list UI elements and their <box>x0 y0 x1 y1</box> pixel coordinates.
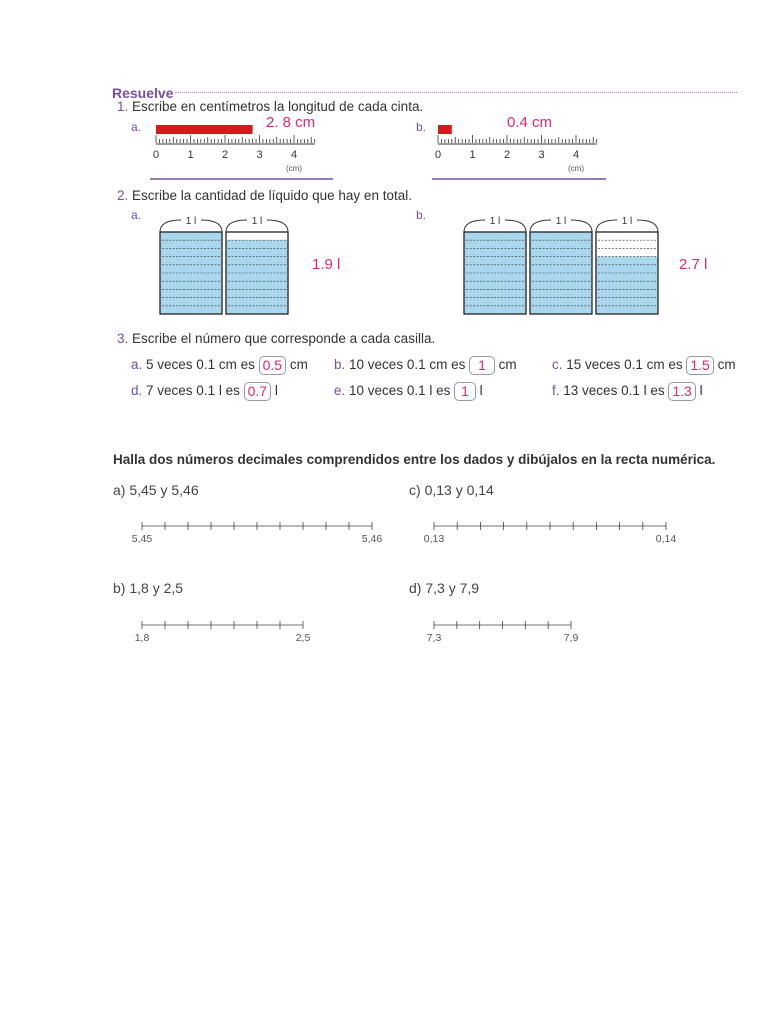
q3-item-text: 10 veces 0.1 l es <box>349 383 451 399</box>
numline-text: 7,3 y 7,9 <box>425 580 480 596</box>
q1-text: Escribe en centímetros la longitud de cada cinta. <box>132 99 424 114</box>
container-cap <box>201 220 222 232</box>
q2b-answer: 2.7 l <box>679 256 708 273</box>
ruler-tick-label: 3 <box>256 149 263 161</box>
q2a-containers <box>158 208 298 308</box>
q3-item-text: 13 veces 0.1 l es <box>563 383 665 399</box>
ruler-tick-label: 4 <box>572 149 580 161</box>
container-cap <box>505 220 526 232</box>
header-title-partial: Resuelve <box>112 85 174 101</box>
q3-item-text: 10 veces 0.1 cm es <box>349 357 466 373</box>
q3-item-letter: c. <box>552 357 563 373</box>
container-cap <box>571 220 592 232</box>
numline-b-label <box>113 580 183 596</box>
container-label: 1 l <box>489 216 501 227</box>
q3-answer-box[interactable]: 1.5 <box>686 356 713 375</box>
q1b-answer: 0.4 cm <box>507 114 553 131</box>
q3-item-unit: l <box>699 383 703 399</box>
numline-text: 1,8 y 2,5 <box>129 580 184 596</box>
ruler-tick-label: 1 <box>187 149 194 161</box>
q3-item-letter: f. <box>552 383 560 399</box>
q3-item-text: 7 veces 0.1 l es <box>146 383 240 399</box>
numline-start-label: 0,13 <box>423 533 445 545</box>
numline-start-label: 1,8 <box>134 632 150 644</box>
ruler-tick-label: 2 <box>221 149 229 161</box>
q3-item-a <box>131 356 308 375</box>
q3-item-f <box>552 382 703 401</box>
numline-text: 5,45 y 5,46 <box>129 482 199 498</box>
q1b-ruler <box>432 122 608 184</box>
q3-answer-box[interactable]: 1 <box>454 382 476 401</box>
q2a-letter: a. <box>131 208 142 222</box>
container-cap <box>596 220 617 232</box>
numline-d[interactable] <box>422 617 592 647</box>
header-dotted-line <box>175 92 737 93</box>
ruler-tick-label: 2 <box>503 149 511 161</box>
q1-instruction <box>117 99 423 114</box>
numline-c[interactable] <box>422 518 684 548</box>
q1a-ruler <box>150 122 335 184</box>
numline-letter: a) <box>113 482 126 498</box>
q3-item-letter: d. <box>131 383 143 399</box>
container-label: 1 l <box>555 216 567 227</box>
q1a-letter: a. <box>131 120 142 134</box>
numline-d-label <box>409 580 479 596</box>
q3-instruction <box>117 331 435 346</box>
ruler-tick-label: 0 <box>152 149 160 161</box>
q3-item-unit: l <box>274 383 278 399</box>
q2-instruction <box>117 188 412 203</box>
q3-item-unit: cm <box>289 357 308 373</box>
tape <box>438 125 452 134</box>
numline-end-label: 0,14 <box>655 533 677 545</box>
q3-number: 3. <box>117 331 129 346</box>
section2-title: Halla dos números decimales comprendidos entre los dados y dibújalos en la recta numérica. <box>113 452 716 467</box>
q3-item-b <box>334 356 517 375</box>
q3-answer-box[interactable]: 1.3 <box>668 382 695 401</box>
numline-b[interactable] <box>130 617 320 647</box>
container-label: 1 l <box>621 216 633 227</box>
numline-end-label: 5,46 <box>361 533 383 545</box>
numline-end-label: 7,9 <box>563 632 579 644</box>
liquid-fill <box>226 240 288 314</box>
ruler-unit: (cm) <box>286 164 302 173</box>
container-cap <box>267 220 288 232</box>
numline-c-label <box>409 482 494 498</box>
ruler-unit: (cm) <box>568 164 584 173</box>
q3-item-text: 15 veces 0.1 cm es <box>566 357 683 373</box>
ruler-tick-label: 1 <box>469 149 476 161</box>
container-cap <box>226 220 247 232</box>
q1a-answer: 2. 8 cm <box>266 114 316 131</box>
q3-answer-box[interactable]: 0.7 <box>244 382 271 401</box>
q3-item-c <box>552 356 736 375</box>
q2b-containers <box>462 208 666 308</box>
numline-start-label: 5,45 <box>131 533 153 545</box>
q3-item-d <box>131 382 278 401</box>
q2-number: 2. <box>117 188 129 203</box>
q3-text: Escribe el número que corresponde a cada casilla. <box>132 331 436 346</box>
numline-a[interactable] <box>130 518 390 548</box>
q1b-letter: b. <box>416 120 427 134</box>
q3-item-letter: e. <box>334 383 346 399</box>
numline-letter: c) <box>409 482 421 498</box>
ruler-tick-label: 4 <box>290 149 298 161</box>
ruler-tick-label: 3 <box>538 149 545 161</box>
ruler-tick-label: 0 <box>434 149 442 161</box>
q3-item-unit: l <box>479 383 483 399</box>
q2a-answer: 1.9 l <box>312 256 341 273</box>
q1-number: 1. <box>117 99 129 114</box>
numline-start-label: 7,3 <box>426 632 442 644</box>
liquid-fill <box>596 257 658 314</box>
numline-text: 0,13 y 0,14 <box>424 482 494 498</box>
numline-letter: b) <box>113 580 126 596</box>
container-cap <box>464 220 485 232</box>
q3-item-letter: b. <box>334 357 346 373</box>
container-label: 1 l <box>185 216 197 227</box>
q2-text: Escribe la cantidad de líquido que hay en total. <box>132 188 412 203</box>
container-cap <box>160 220 181 232</box>
numline-a-label <box>113 482 199 498</box>
q3-answer-box[interactable]: 1 <box>469 356 495 375</box>
q3-item-letter: a. <box>131 357 143 373</box>
q3-item-unit: cm <box>498 357 517 373</box>
container-label: 1 l <box>251 216 263 227</box>
container-cap <box>530 220 551 232</box>
q3-item-unit: cm <box>717 357 736 373</box>
numline-end-label: 2,5 <box>295 632 311 644</box>
container-cap <box>637 220 658 232</box>
tape <box>156 125 253 134</box>
q3-answer-box[interactable]: 0.5 <box>259 356 286 375</box>
numline-letter: d) <box>409 580 422 596</box>
q3-item-text: 5 veces 0.1 cm es <box>146 357 255 373</box>
q3-item-e <box>334 382 483 401</box>
q2b-letter: b. <box>416 208 427 222</box>
